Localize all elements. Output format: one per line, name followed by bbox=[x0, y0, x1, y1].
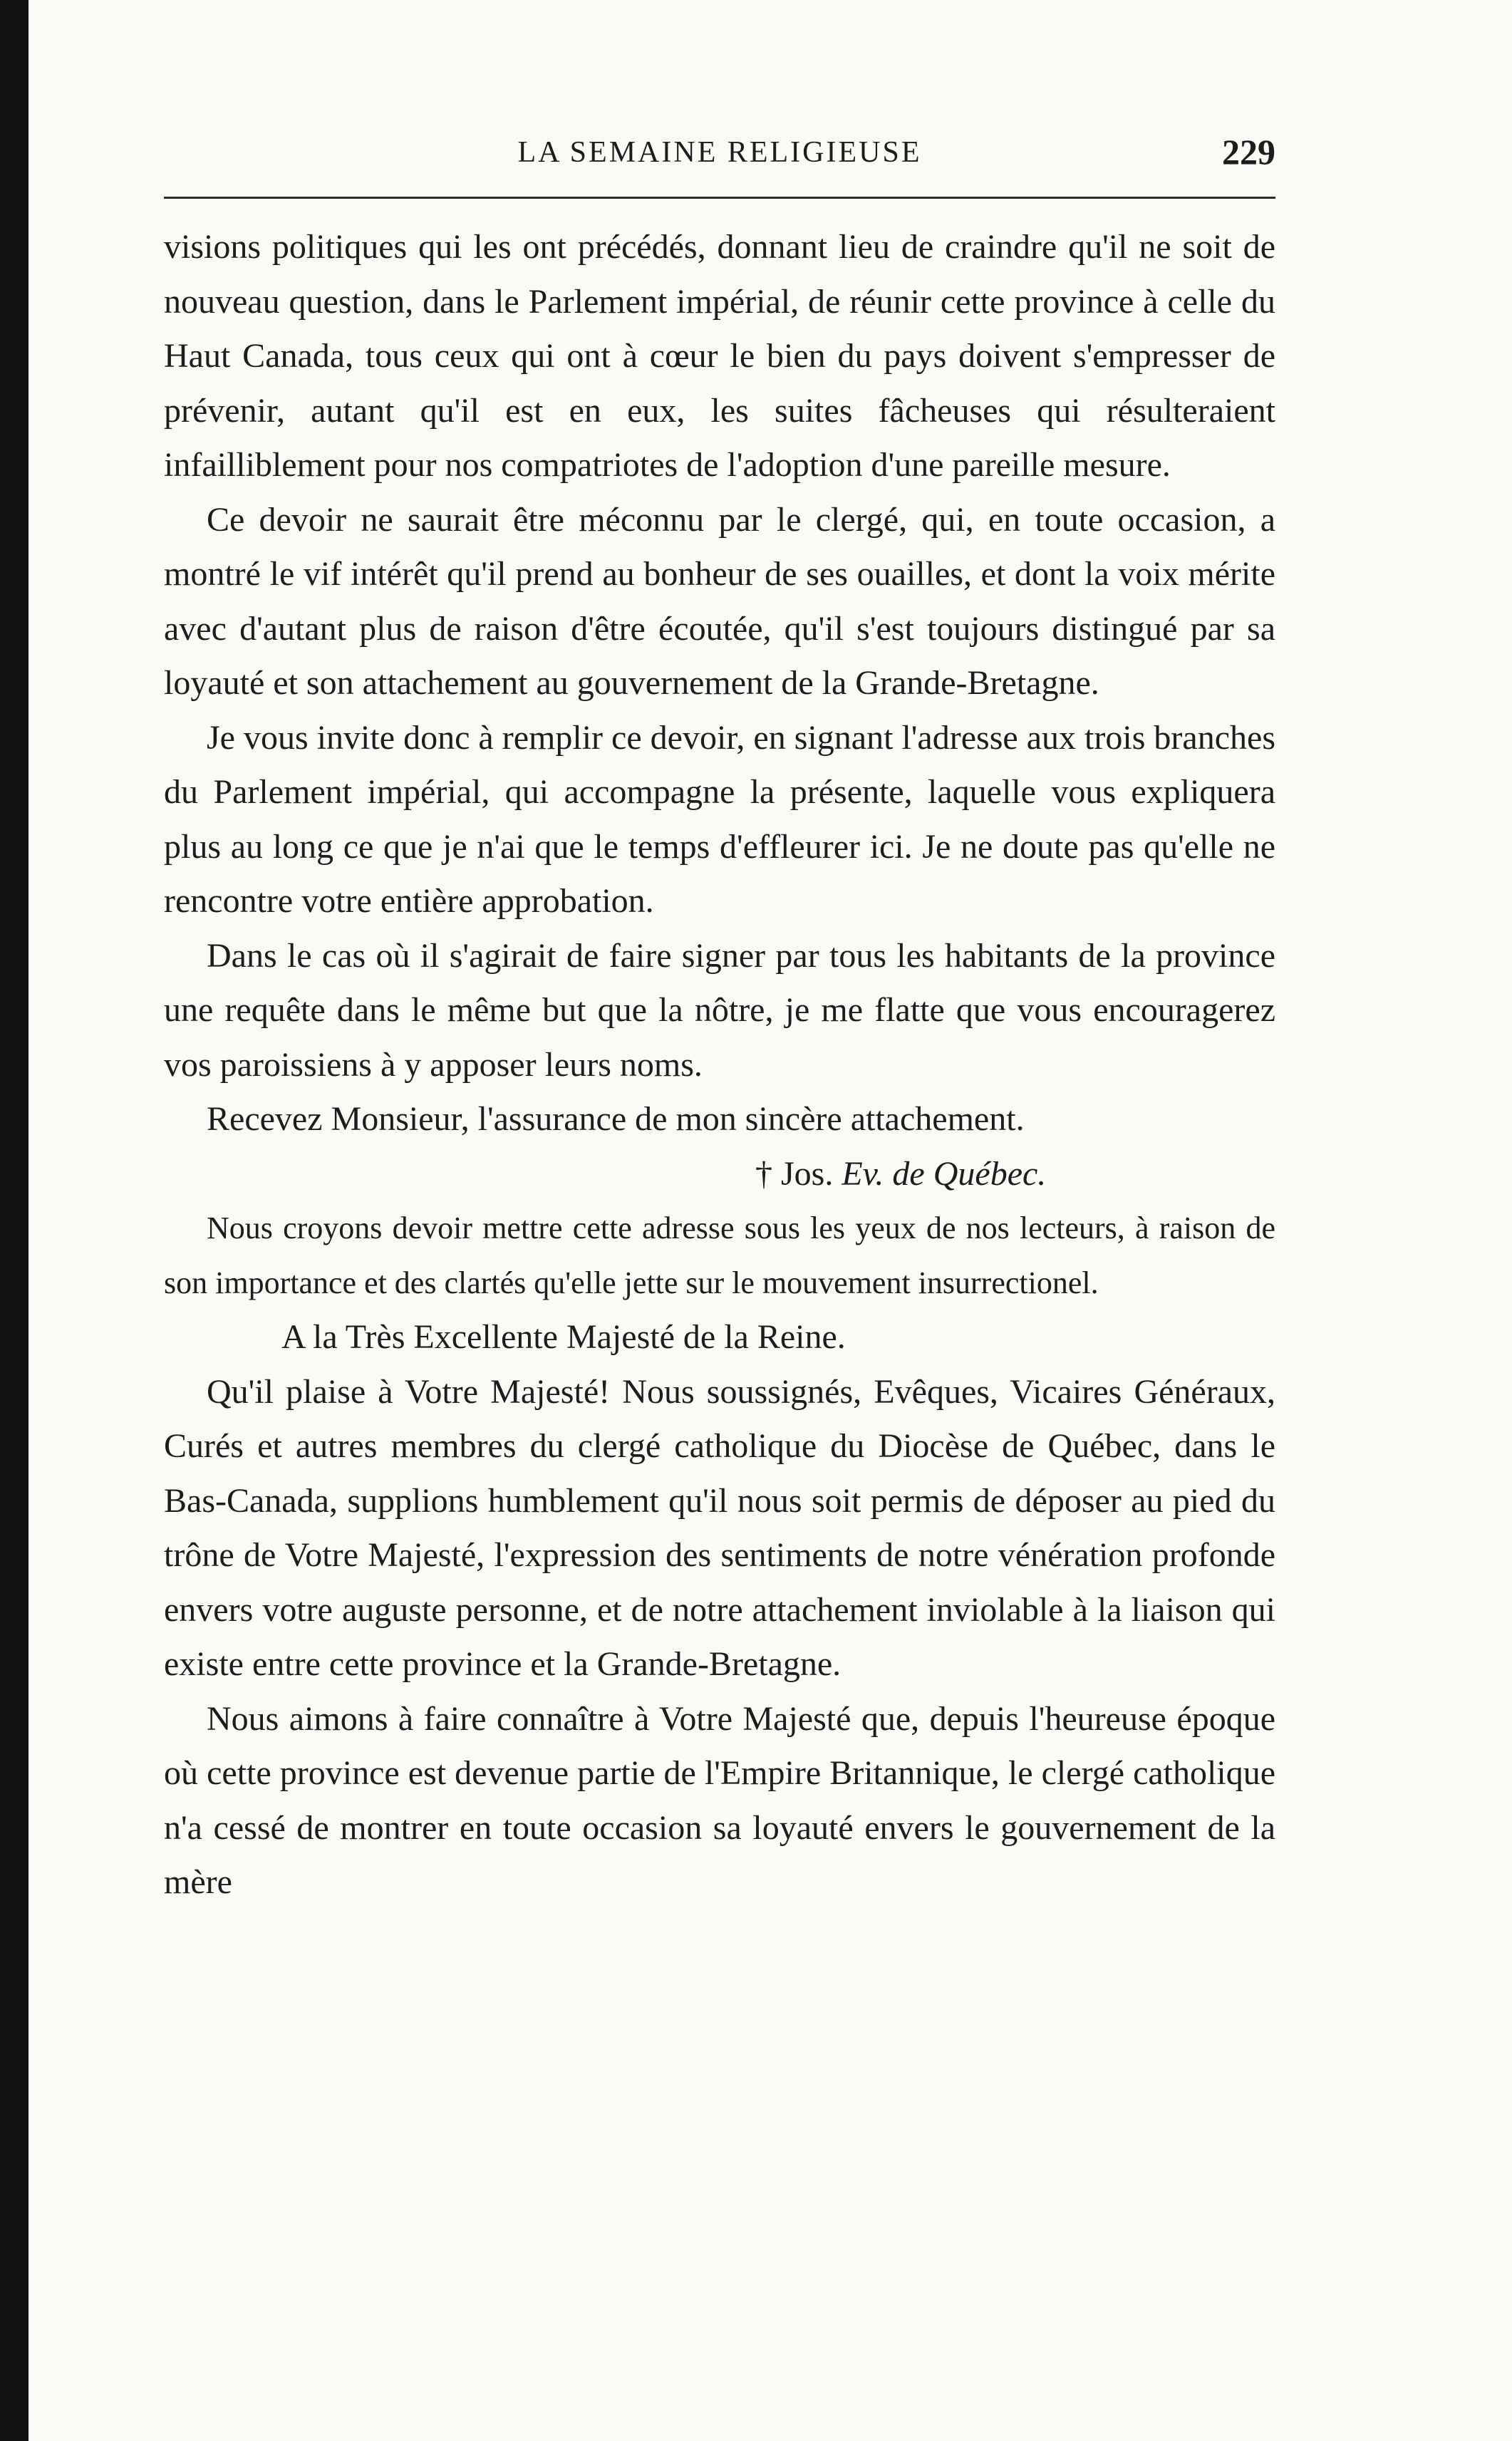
running-title: LA SEMAINE RELIGIEUSE bbox=[517, 136, 922, 169]
header-rule bbox=[164, 197, 1275, 199]
signature-prefix: † Jos. bbox=[755, 1154, 834, 1193]
paragraph-clergy-duty: Ce devoir ne saurait être méconnu par le clergé, qui, en toute occasion, a montré le vif intérêt qu'il prend au bonheur de ses ouailles, et dont la voix mérite avec d'autant plus de raison d'être écoutée, qu'il s'est toujours distingué par sa loyauté et son attachement au gouvernement de la Grande-Bretagne. bbox=[164, 500, 1275, 702]
page-number: 229 bbox=[1222, 132, 1275, 172]
paragraph-petition: Dans le cas où il s'agirait de faire signer par tous les habitants de la province une requête dans le même but que la nôtre, je me flatte que vous encouragerez vos paroissiens à y apposer leurs noms. bbox=[164, 936, 1275, 1084]
paragraph-invitation: Je vous invite donc à remplir ce devoir, en signant l'adresse aux trois branches du Parlement impérial, qui accompagne la présente, laquelle vous expliquera plus au long ce que je n'ai que le temps d'effleurer ici. Je ne doute pas qu'elle ne rencontre votre entière approbation. bbox=[164, 718, 1275, 920]
address-body bbox=[164, 1365, 1275, 1910]
book-spine-shadow bbox=[0, 0, 29, 2441]
address-paragraph-1: Qu'il plaise à Votre Majesté! Nous soussignés, Evêques, Vicaires Généraux, Curés et autres membres du clergé catholique du Diocèse de Québec, dans le Bas-Canada, supplions humblement qu'il nous soit permis de déposer au pied du trône de Votre Majesté, l'expression des sentiments de notre vénération profonde envers votre auguste personne, et de notre attachement inviolable à la liaison qui existe entre cette province et la Grande-Bretagne. bbox=[164, 1372, 1275, 1683]
signature-title: Ev. de Québec. bbox=[842, 1154, 1047, 1193]
address-heading: A la Très Excellente Majesté de la Reine. bbox=[281, 1318, 846, 1356]
signature-block bbox=[164, 1092, 1275, 1201]
page-header bbox=[164, 132, 1275, 185]
editor-note: Nous croyons devoir mettre cette adresse sous les yeux de nos lecteurs, à raison de son importance et des clartés qu'elle jette sur le mouvement insurrectionel. bbox=[164, 1211, 1275, 1300]
letter-body bbox=[164, 220, 1275, 1092]
signature-name bbox=[164, 1147, 1275, 1202]
closing-line: Recevez Monsieur, l'assurance de mon sincère attachement. bbox=[207, 1100, 1025, 1138]
page bbox=[164, 132, 1275, 1910]
paragraph-continued: visions politiques qui les ont précédés, donnant lieu de craindre qu'il ne soit de nouveau question, dans le Parlement impérial, de réunir cette province à celle du Haut Canada, tous ceux qui ont à cœur le bien du pays doivent s'empresser de prévenir, autant qu'il est en eux, les suites fâcheuses qui résulteraient infailliblement pour nos compatriotes de l'adoption d'une pareille mesure. bbox=[164, 228, 1275, 484]
address-paragraph-2: Nous aimons à faire connaître à Votre Majesté que, depuis l'heureuse époque où cette province est devenue partie de l'Empire Britannique, le clergé catholique n'a cessé de montrer en toute occasion sa loyauté envers le gouvernement de la mère bbox=[164, 1699, 1275, 1901]
